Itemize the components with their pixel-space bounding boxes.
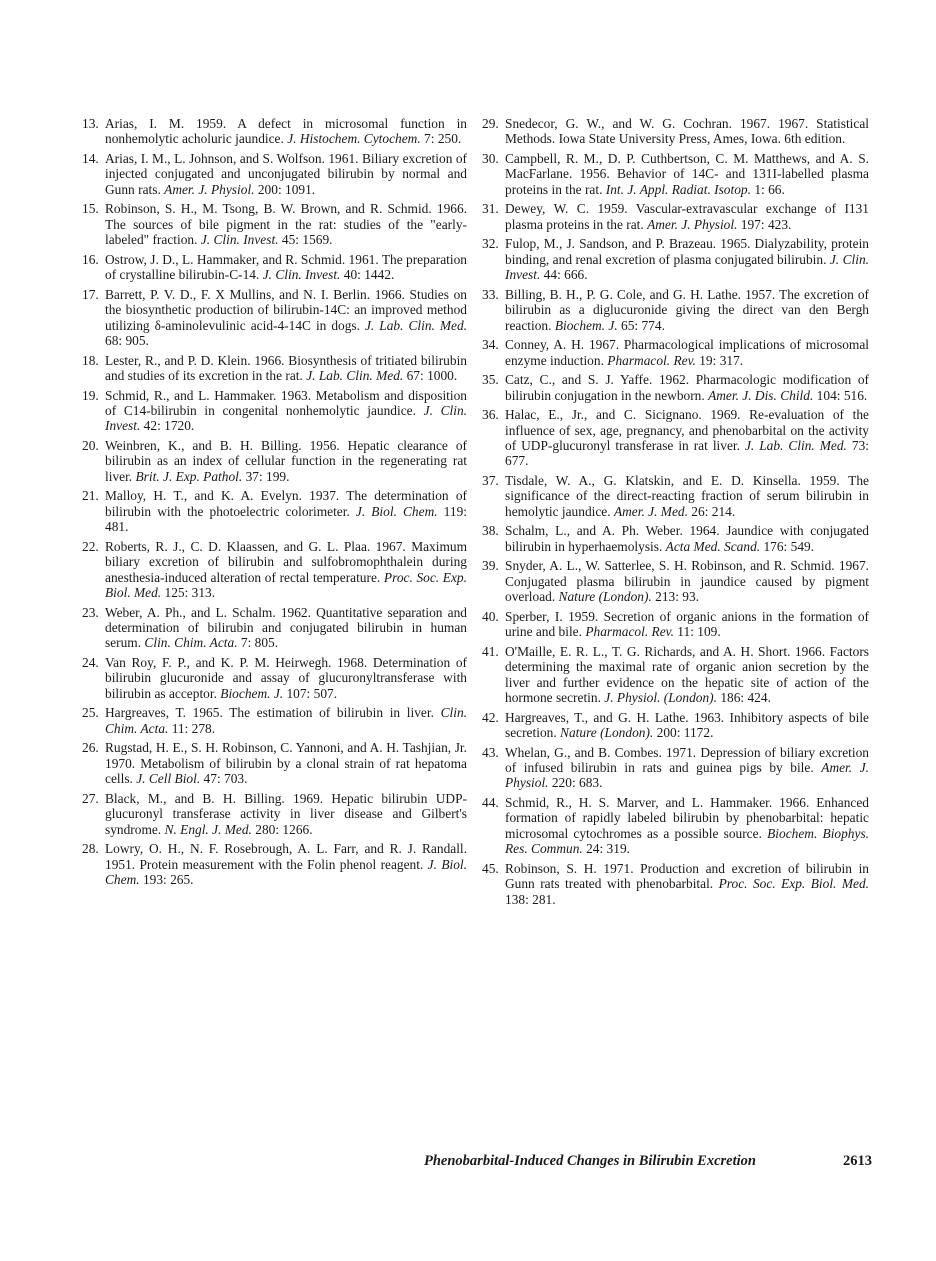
reference-item <box>482 201 869 232</box>
reference-citation: 37: 199. <box>242 468 290 484</box>
reference-list-left <box>82 116 467 892</box>
reference-item <box>482 644 869 706</box>
reference-journal: J. Cell Biol. <box>136 771 201 787</box>
reference-number: 45. <box>482 860 499 876</box>
reference-item <box>82 201 467 247</box>
reference-journal: J. Lab. Clin. Med. <box>306 368 404 384</box>
reference-number: 40. <box>482 608 499 624</box>
reference-text: Campbell, R. M., D. P. Cuthbertson, C. M. Matthews, and A. S. MacFarlane. 1956. Behavior of 14C- and 131I-labelled plasma proteins in the rat. <box>505 151 869 197</box>
reference-number: 28. <box>82 841 99 857</box>
reference-citation: 1: 66. <box>750 181 785 197</box>
reference-text: Ostrow, J. D., L. Hammaker, and R. Schmid. 1961. The preparation of crystalline bilirubin-C-14. <box>105 251 467 283</box>
reference-number: 13. <box>82 116 99 131</box>
reference-number: 29. <box>482 116 499 131</box>
reference-citation: 213: 93. <box>651 589 700 605</box>
reference-number: 19. <box>82 387 99 403</box>
reference-citation: 68: 905. <box>105 333 149 349</box>
reference-item <box>82 151 467 197</box>
reference-text: Whelan, G., and B. Combes. 1971. Depression of biliary excretion of infused bilirubin in rats and guinea pigs by bile. <box>505 744 869 776</box>
reference-citation: 11: 278. <box>168 720 216 736</box>
reference-journal: Proc. Soc. Exp. Biol. Med. <box>718 876 869 892</box>
reference-item <box>482 558 869 604</box>
reference-citation: 44: 666. <box>540 267 588 283</box>
reference-text: Weinbren, K., and B. H. Billing. 1956. Hepatic clearance of bilirubin as an index of cellular function in the regenerating rat liver. <box>105 438 467 484</box>
reference-journal: J. Clin. Invest. <box>105 403 468 434</box>
reference-text: Catz, C., and S. J. Yaffe. 1962. Pharmacologic modification of bilirubin conjugation in the newborn. <box>505 372 869 403</box>
reference-journal: J. Biol. Chem. <box>105 856 467 888</box>
reference-number: 42. <box>482 709 499 725</box>
reference-journal: Biochem. J. <box>554 317 618 333</box>
reference-text: Snyder, A. L., W. Satterlee, S. H. Robinson, and R. Schmid. 1967. Conjugated plasma bilirubin in jaundice caused by pigment overload. <box>505 558 869 605</box>
reference-citation: 176: 549. <box>760 538 815 554</box>
reference-number: 41. <box>482 643 499 659</box>
reference-item <box>82 740 467 786</box>
reference-journal: Nature (London). <box>560 725 654 741</box>
reference-citation: 42: 1720. <box>140 418 195 434</box>
reference-item <box>482 745 869 791</box>
reference-item <box>82 252 467 283</box>
reference-text: Fulop, M., J. Sandson, and P. Brazeau. 1965. Dialyzability, protein binding, and renal excretion of plasma conjugated bilirubin. <box>505 236 869 267</box>
reference-number: 31. <box>482 201 499 217</box>
reference-journal: Clin. Chim. Acta. <box>144 635 238 651</box>
reference-citation: 186: 424. <box>716 690 771 706</box>
reference-item <box>82 287 467 349</box>
reference-item <box>482 861 869 907</box>
reference-item <box>482 151 869 197</box>
reference-text: Halac, E., Jr., and C. Sicignano. 1969. Re-evaluation of the influence of sex, age, pregnancy, and phenobarbital on the activity of UDP-glucuronyl transferase in rat liver. <box>505 407 869 454</box>
reference-journal: Biochem. Biophys. Res. Commun. <box>505 825 870 857</box>
reference-item <box>482 523 869 554</box>
reference-number: 25. <box>82 705 99 721</box>
reference-text: Weber, A. Ph., and L. Schalm. 1962. Quantitative separation and determination of bilirubin and conjugated bilirubin in human serum. <box>105 604 467 651</box>
reference-item <box>82 488 467 534</box>
reference-number: 39. <box>482 558 499 574</box>
reference-citation: 197: 423. <box>737 216 792 232</box>
reference-citation: 11: 109. <box>673 624 721 640</box>
reference-number: 44. <box>482 795 499 811</box>
reference-citation: 65: 774. <box>617 317 665 333</box>
reference-journal: Pharmacol. Rev. <box>607 352 696 368</box>
reference-number: 15. <box>82 201 99 217</box>
reference-journal: Nature (London). <box>558 589 652 605</box>
page-number: 2613 <box>843 1153 872 1169</box>
reference-number: 34. <box>482 337 499 353</box>
reference-text: Snedecor, G. W., and W. G. Cochran. 1967. 1967. Statistical Methods. Iowa State University Press, Ames, Iowa. 6th edition. <box>505 116 869 147</box>
reference-citation: 138: 281. <box>505 891 556 907</box>
reference-citation: 200: 1172. <box>653 725 714 741</box>
reference-citation: 125: 313. <box>161 585 216 601</box>
reference-number: 22. <box>82 538 99 554</box>
reference-journal: J. Lab. Clin. Med. <box>364 317 467 333</box>
reference-item <box>482 337 869 368</box>
reference-item <box>482 795 869 857</box>
reference-citation: 47: 703. <box>200 771 248 787</box>
reference-citation: 193: 265. <box>139 872 194 888</box>
reference-text: Tisdale, W. A., G. Klatskin, and E. D. Kinsella. 1959. The significance of the direct-reacting fraction of serum bilirubin in hemolytic jaundice. <box>505 473 869 519</box>
reference-number: 37. <box>482 473 499 489</box>
reference-text: Black, M., and B. H. Billing. 1969. Hepatic bilirubin UDP-glucuronyl transferase activity in liver disease and Gilbert's syndrome. <box>105 790 467 837</box>
reference-item <box>482 116 869 147</box>
reference-text: Conney, A. H. 1967. Pharmacological implications of microsomal enzyme induction. <box>505 337 869 368</box>
reference-text: Robinson, S. H., M. Tsong, B. W. Brown, and R. Schmid. 1966. The sources of bile pigment in the rat: studies of the "early-labeled" fraction. <box>105 201 467 248</box>
reference-journal: Biochem. J. <box>220 685 284 701</box>
reference-item <box>82 791 467 837</box>
reference-text: Roberts, R. J., C. D. Klaassen, and G. L. Plaa. 1967. Maximum biliary excretion of bilirubin and sulfobromophthalein during anesthesia-induced alteration of rectal temperature. <box>105 538 467 585</box>
reference-number: 36. <box>482 407 499 423</box>
reference-text: O'Maille, E. R. L., T. G. Richards, and A. H. Short. 1966. Factors determining the maximal rate of organic anion secretion by the liver and further evidence on the hepatic site of action of the hormone secretin. <box>505 643 869 706</box>
reference-citation: 7: 250. <box>420 131 462 147</box>
reference-text: Barrett, P. V. D., F. X Mullins, and N. I. Berlin. 1966. Studies on the biosynthetic production of bilirubin-14C: an improved method utilizing δ-aminolevulinic acid-4-14C in dogs. <box>105 286 467 333</box>
reference-journal: J. Physiol. (London). <box>604 690 717 706</box>
reference-number: 14. <box>82 151 99 166</box>
reference-item <box>82 539 467 601</box>
reference-citation: 67: 1000. <box>403 368 458 384</box>
reference-journal: N. Engl. J. Med. <box>164 821 252 837</box>
reference-item <box>82 388 467 434</box>
reference-item <box>82 705 467 736</box>
reference-citation: 19: 317. <box>695 352 744 368</box>
reference-journal: J. Biol. Chem. <box>355 503 438 519</box>
reference-citation: 40: 1442. <box>340 267 395 283</box>
reference-number: 35. <box>482 372 499 388</box>
reference-item <box>82 438 467 484</box>
reference-citation: 107: 507. <box>283 685 338 701</box>
reference-item <box>482 407 869 469</box>
reference-citation: 26: 214. <box>687 503 736 519</box>
reference-item <box>482 609 869 640</box>
reference-journal: Acta Med. Scand. <box>665 538 761 554</box>
reference-journal: Amer. J. Physiol. <box>647 216 738 232</box>
reference-number: 38. <box>482 523 499 539</box>
reference-citation: 24: 319. <box>582 841 630 857</box>
reference-list-right <box>482 116 869 911</box>
reference-item <box>82 116 467 147</box>
reference-text: Schalm, L., and A. Ph. Weber. 1964. Jaundice with conjugated bilirubin in hyperhaemolysis. <box>505 523 869 554</box>
reference-journal: Amer. J. Physiol. <box>505 760 869 791</box>
reference-item <box>82 655 467 701</box>
reference-text: Billing, B. H., P. G. Cole, and G. H. Lathe. 1957. The excretion of bilirubin as a diglucuronide giving the direct van den Bergh reaction. <box>505 286 869 333</box>
reference-text: Sperber, I. 1959. Secretion of organic anions in the formation of urine and bile. <box>505 608 869 640</box>
reference-text: Malloy, H. T., and K. A. Evelyn. 1937. The determination of bilirubin with the photoelectric colorimeter. <box>105 488 467 519</box>
reference-journal: Clin. Chim. Acta. <box>105 705 467 736</box>
reference-item <box>482 236 869 282</box>
reference-number: 16. <box>82 251 99 267</box>
reference-text: Schmid, R., and L. Hammaker. 1963. Metabolism and disposition of C14-bilirubin in congenital nonhemolytic jaundice. <box>105 387 467 419</box>
reference-text: Lowry, O. H., N. F. Rosebrough, A. L. Farr, and R. J. Randall. 1951. Protein measurement with the Folin phenol reagent. <box>105 841 467 872</box>
reference-number: 17. <box>82 286 99 302</box>
reference-number: 23. <box>82 604 99 620</box>
reference-text: Lester, R., and P. D. Klein. 1966. Biosynthesis of tritiated bilirubin and studies of its excretion in the rat. <box>105 352 467 384</box>
reference-citation: 7: 805. <box>237 635 279 651</box>
reference-text: Dewey, W. C. 1959. Vascular-extravascular exchange of I131 plasma proteins in the rat. <box>505 201 869 232</box>
reference-text: Arias, I. M. 1959. A defect in microsomal function in nonhemolytic acholuric jaundice. <box>105 116 467 147</box>
reference-journal: J. Clin. Invest. <box>505 251 869 283</box>
reference-number: 27. <box>82 790 99 806</box>
reference-item <box>482 372 869 403</box>
reference-text: Hargreaves, T. 1965. The estimation of bilirubin in liver. <box>105 705 441 721</box>
reference-citation: 280: 1266. <box>251 821 313 837</box>
reference-journal: Pharmacol. Rev. <box>585 624 674 640</box>
reference-journal: J. Clin. Invest. <box>200 232 279 248</box>
reference-number: 24. <box>82 655 99 671</box>
reference-text: Robinson, S. H. 1971. Production and excretion of bilirubin in Gunn rats treated with phenobarbital. <box>505 860 869 892</box>
reference-journal: J. Lab. Clin. Med. <box>744 438 847 454</box>
running-title: Phenobarbital-Induced Changes in Bilirubin Excretion <box>424 1153 756 1169</box>
reference-journal: Proc. Soc. Exp. Biol. Med. <box>105 569 467 601</box>
reference-number: 30. <box>482 151 499 166</box>
reference-citation: 104: 516. <box>813 387 868 403</box>
reference-number: 33. <box>482 286 499 302</box>
reference-item <box>82 841 467 887</box>
reference-journal: Int. J. Appl. Radiat. Isotop. <box>605 181 751 197</box>
reference-journal: J. Histochem. Cytochem. <box>287 131 421 147</box>
reference-citation: 200: 1091. <box>254 181 316 197</box>
reference-item <box>82 605 467 651</box>
reference-number: 32. <box>482 236 499 252</box>
reference-citation: 119: 481. <box>105 503 467 535</box>
reference-item <box>482 473 869 519</box>
reference-text: Arias, I. M., L. Johnson, and S. Wolfson. 1961. Biliary excretion of injected conjugated and unconjugated bilirubin by normal and Gunn rats. <box>105 151 467 197</box>
reference-journal: Amer. J. Med. <box>613 503 688 519</box>
page-footer <box>424 1153 872 1170</box>
reference-number: 20. <box>82 438 99 454</box>
reference-item <box>82 353 467 384</box>
reference-item <box>482 287 869 333</box>
reference-text: Rugstad, H. E., S. H. Robinson, C. Yannoni, and A. H. Tashjian, Jr. 1970. Metabolism of bilirubin by a clonal strain of rat hepatoma cells. <box>105 740 467 787</box>
reference-journal: Amer. J. Physiol. <box>164 181 255 197</box>
reference-number: 21. <box>82 488 99 504</box>
reference-number: 26. <box>82 740 99 756</box>
reference-citation: 45: 1569. <box>278 232 333 248</box>
reference-text: Schmid, R., H. S. Marver, and L. Hammaker. 1966. Enhanced formation of rapidly labeled bilirubin by phenobarbital: hepatic microsomal cytochromes as a possible source. <box>505 795 869 841</box>
reference-number: 43. <box>482 744 499 760</box>
reference-item <box>482 710 869 741</box>
reference-journal: Amer. J. Dis. Child. <box>708 387 814 403</box>
reference-text: Hargreaves, T., and G. H. Lathe. 1963. Inhibitory aspects of bile secretion. <box>505 709 869 741</box>
reference-citation: 73: 677. <box>505 438 869 469</box>
reference-citation: 220: 683. <box>548 775 603 791</box>
reference-text: Van Roy, F. P., and K. P. M. Heirwegh. 1968. Determination of bilirubin glucuronide and assay of glucuronyltransferase with bilirubin as acceptor. <box>105 655 467 701</box>
reference-number: 18. <box>82 352 99 368</box>
reference-journal: Brit. J. Exp. Pathol. <box>135 468 243 484</box>
reference-journal: J. Clin. Invest. <box>262 267 341 283</box>
